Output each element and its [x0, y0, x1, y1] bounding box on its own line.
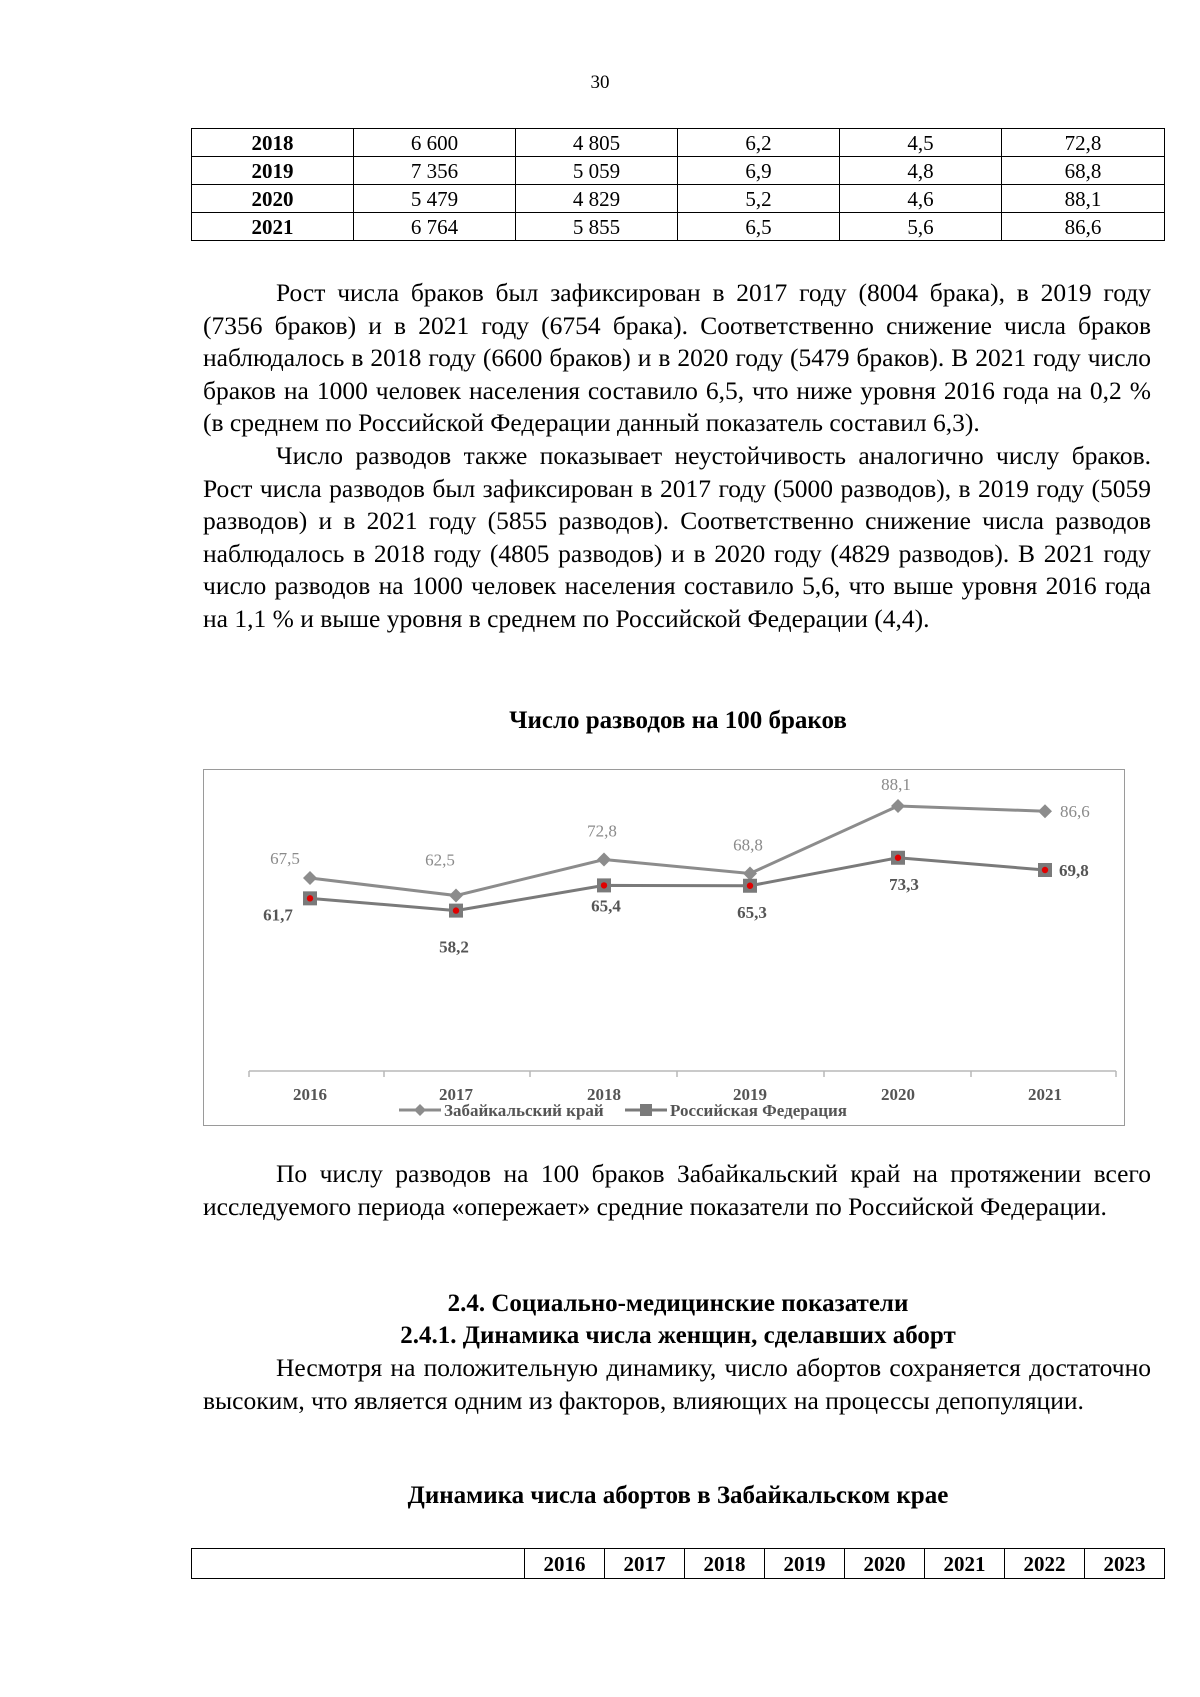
- table-cell: 6,2: [678, 129, 840, 157]
- year-header: 2020: [845, 1549, 925, 1579]
- data-label: 67,5: [270, 849, 300, 869]
- table-cell: 2019: [192, 157, 354, 185]
- abortion-dynamics-table: [191, 1548, 1165, 1579]
- table-cell: 86,6: [1002, 213, 1165, 241]
- table-cell: 2021: [192, 213, 354, 241]
- body-text-bottom: [203, 1352, 1151, 1417]
- table-cell: 4,6: [840, 185, 1002, 213]
- table-cell: 72,8: [1002, 129, 1165, 157]
- x-tick-label: 2016: [293, 1085, 327, 1104]
- data-label: 72,8: [587, 821, 617, 841]
- series-marker-accent: [307, 895, 313, 901]
- series-marker: [1038, 804, 1052, 818]
- year-header: 2019: [765, 1549, 845, 1579]
- paragraph: Несмотря на положительную динамику, число абортов сохраняется достаточно высоким, что является одним из факторов, влияющих на процессы депопуляции.: [203, 1353, 1151, 1415]
- table-cell: 4,5: [840, 129, 1002, 157]
- data-label: 61,7: [263, 905, 293, 925]
- table-cell: 68,8: [1002, 157, 1165, 185]
- series-marker-accent: [1042, 867, 1048, 873]
- data-label: 58,2: [439, 937, 469, 957]
- table-cell: 4,8: [840, 157, 1002, 185]
- legend-label: Российская Федерация: [670, 1101, 847, 1120]
- x-tick-label: 2019: [733, 1085, 767, 1104]
- year-header: 2021: [925, 1549, 1005, 1579]
- table-cell: 6 764: [354, 213, 516, 241]
- table-cell: 5,2: [678, 185, 840, 213]
- year-header: 2022: [1005, 1549, 1085, 1579]
- paragraph: Рост числа браков был зафиксирован в 2017 году (8004 брака), в 2019 году (7356 браков) и в 2021 году (6754 брака). Соответственно снижение числа браков наблюдалось в 2018 году (6600 браков) и в 2020 году (5479 браков). В 2021 году число браков на 1000 человек населения составило 6,5, что ниже уровня 2016 года на 0,2 % (в среднем по Российской Федерации данный показатель составил 6,3).: [203, 278, 1151, 438]
- table-row: [192, 185, 1165, 213]
- marriage-divorce-table: [191, 128, 1165, 241]
- table-cell: 5,6: [840, 213, 1002, 241]
- chart-canvas: [204, 770, 1124, 1125]
- x-tick-label: 2018: [587, 1085, 621, 1104]
- body-text-top: [203, 277, 1151, 636]
- series-marker-accent: [601, 882, 607, 888]
- chart-title: Число разводов на 100 браков: [509, 707, 847, 734]
- data-label: 68,8: [733, 835, 763, 855]
- x-tick-label: 2020: [881, 1085, 915, 1104]
- table-cell: 88,1: [1002, 185, 1165, 213]
- table-cell: 6 600: [354, 129, 516, 157]
- x-tick-label: 2017: [439, 1085, 473, 1104]
- series-marker-accent: [895, 855, 901, 861]
- table-row: [192, 213, 1165, 241]
- paragraph: По числу разводов на 100 браков Забайкальский край на протяжении всего исследуемого периода «опережает» средние показатели по Российской Федерации.: [203, 1159, 1151, 1221]
- series-marker: [597, 853, 611, 867]
- table-cell: 6,5: [678, 213, 840, 241]
- table-cell: 4 805: [516, 129, 678, 157]
- table-cell: 5 479: [354, 185, 516, 213]
- table-cell: 5 855: [516, 213, 678, 241]
- series-line: [310, 806, 1045, 896]
- table-row: [192, 129, 1165, 157]
- table-title: Динамика числа абортов в Забайкальском крае: [407, 1482, 949, 1509]
- divorce-per-100-marriages-chart: [203, 769, 1125, 1126]
- legend-marker: [640, 1104, 652, 1116]
- data-label: 65,4: [591, 896, 621, 916]
- x-tick-label: 2021: [1028, 1085, 1062, 1104]
- series-marker-accent: [453, 907, 459, 913]
- page-number: 30: [590, 72, 610, 93]
- series-marker: [449, 889, 463, 903]
- data-label: 86,6: [1060, 802, 1090, 822]
- table-header-row: [192, 1549, 1165, 1579]
- table-cell: 5 059: [516, 157, 678, 185]
- table-cell: 2020: [192, 185, 354, 213]
- table-cell: 6,9: [678, 157, 840, 185]
- body-text-middle: [203, 1158, 1151, 1223]
- legend-label: Забайкальский край: [444, 1101, 604, 1120]
- year-header: 2016: [525, 1549, 605, 1579]
- year-header: 2023: [1085, 1549, 1165, 1579]
- series-marker-accent: [747, 883, 753, 889]
- section-heading: 2.4. Социально-медицинские показатели: [447, 1290, 909, 1317]
- data-label: 69,8: [1059, 861, 1089, 880]
- paragraph: Число разводов также показывает неустойчивость аналогично числу браков. Рост числа разводов был зафиксирован в 2017 году (5000 разводов), в 2019 году (5059 разводов) и в 2021 году (5855 разводов). Соответственно снижение числа разводов наблюдалось в 2018 году (4805 разводов) и в 2020 году (4829 разводов). В 2021 году число разводов на 1000 человек населения составило 5,6, что выше уровня 2016 года на 1,1 % и выше уровня в среднем по Российской Федерации (4,4).: [203, 440, 1151, 633]
- data-label: 73,3: [889, 874, 919, 894]
- data-label: 65,3: [737, 902, 767, 922]
- table-corner-cell: [192, 1549, 525, 1579]
- table-row: [192, 157, 1165, 185]
- legend-marker: [414, 1104, 426, 1116]
- subsection-heading: 2.4.1. Динамика числа женщин, сделавших аборт: [400, 1322, 956, 1349]
- data-label: 88,1: [881, 774, 911, 794]
- series-marker: [303, 871, 317, 885]
- year-header: 2017: [605, 1549, 685, 1579]
- series-marker: [891, 799, 905, 813]
- table-cell: 2018: [192, 129, 354, 157]
- year-header: 2018: [685, 1549, 765, 1579]
- table-cell: 4 829: [516, 185, 678, 213]
- table-cell: 7 356: [354, 157, 516, 185]
- data-label: 62,5: [425, 850, 455, 870]
- series-marker: [743, 867, 757, 881]
